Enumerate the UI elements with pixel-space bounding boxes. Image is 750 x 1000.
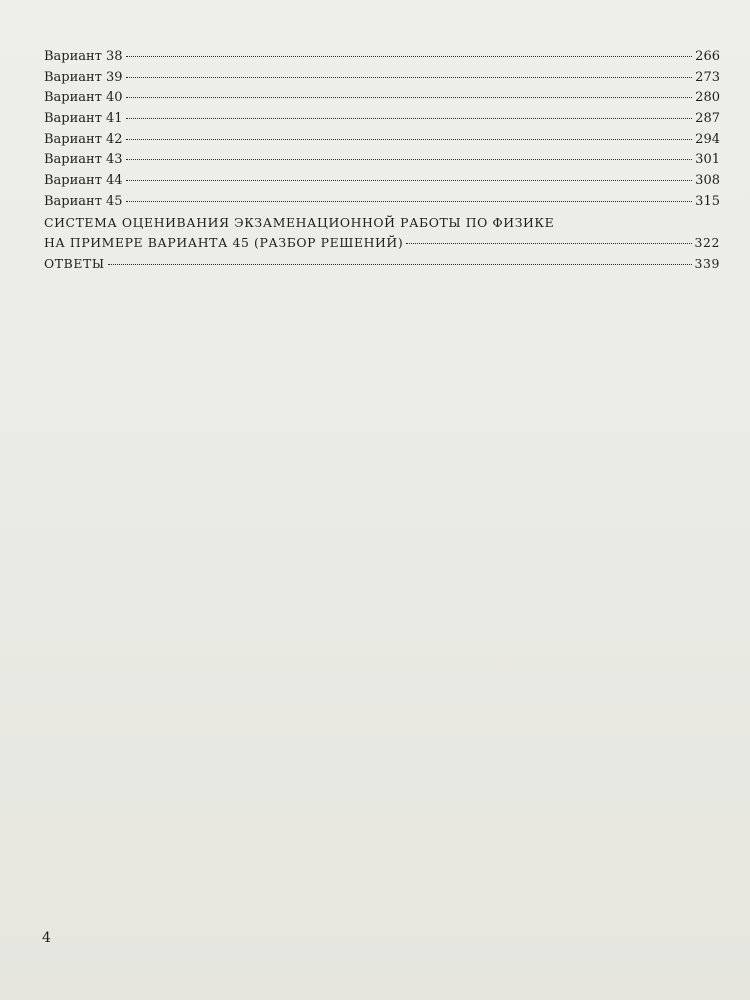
toc-entry-page: 339: [694, 255, 720, 271]
toc-entry-page: 308: [695, 173, 720, 189]
toc-entry-variant-44[interactable]: [44, 171, 720, 192]
toc-entry-page: 322: [694, 235, 720, 251]
dot-leader: [126, 56, 693, 57]
toc-entry-page: 315: [695, 193, 720, 209]
toc-entry-page: 273: [695, 69, 720, 85]
dot-leader: [126, 180, 693, 181]
toc-entry-grading-title-line1: [44, 213, 720, 234]
toc-entry-label: СИСТЕМА ОЦЕНИВАНИЯ ЭКЗАМЕНАЦИОННОЙ РАБОТЫ ПО ФИЗИКЕ: [44, 214, 555, 230]
dot-leader: [126, 118, 693, 119]
dot-leader: [126, 139, 693, 140]
toc-entry-page: 294: [695, 131, 720, 147]
dot-leader: [126, 77, 693, 78]
toc-entry-label: Вариант 41: [44, 111, 123, 127]
dot-leader: [108, 264, 692, 265]
toc-entry-label: НА ПРИМЕРЕ ВАРИАНТА 45 (РАЗБОР РЕШЕНИЙ): [44, 235, 404, 251]
toc-entry-label: Вариант 42: [44, 131, 123, 147]
toc-entry-variant-38[interactable]: [44, 47, 720, 68]
toc-entry-page: 280: [695, 90, 720, 106]
toc-entry-grading[interactable]: [44, 233, 720, 254]
toc-entry-variant-42[interactable]: [44, 130, 720, 151]
dot-leader: [126, 159, 693, 160]
page-number: 4: [42, 930, 51, 946]
dot-leader: [406, 243, 691, 244]
toc-entry-page: 266: [695, 49, 720, 64]
dot-leader: [126, 97, 693, 98]
toc-entry-variant-40[interactable]: [44, 88, 720, 109]
toc-entry-label: Вариант 43: [44, 152, 123, 168]
toc-entry-page: 287: [695, 111, 720, 127]
toc-entry-label: Вариант 38: [44, 49, 123, 64]
toc-entry-label: Вариант 40: [44, 90, 123, 106]
dot-leader: [126, 201, 693, 202]
toc-entry-variant-41[interactable]: [44, 109, 720, 130]
toc-entry-answers[interactable]: [44, 254, 720, 275]
table-of-contents: [44, 47, 720, 275]
toc-entry-variant-39[interactable]: [44, 68, 720, 89]
toc-entry-page: 301: [695, 152, 720, 168]
toc-entry-label: Вариант 39: [44, 69, 123, 85]
toc-entry-variant-43[interactable]: [44, 150, 720, 171]
toc-entry-label: Вариант 44: [44, 173, 123, 189]
toc-entry-label: Вариант 45: [44, 193, 123, 209]
toc-entry-variant-45[interactable]: [44, 192, 720, 213]
toc-entry-label: ОТВЕТЫ: [44, 255, 105, 271]
